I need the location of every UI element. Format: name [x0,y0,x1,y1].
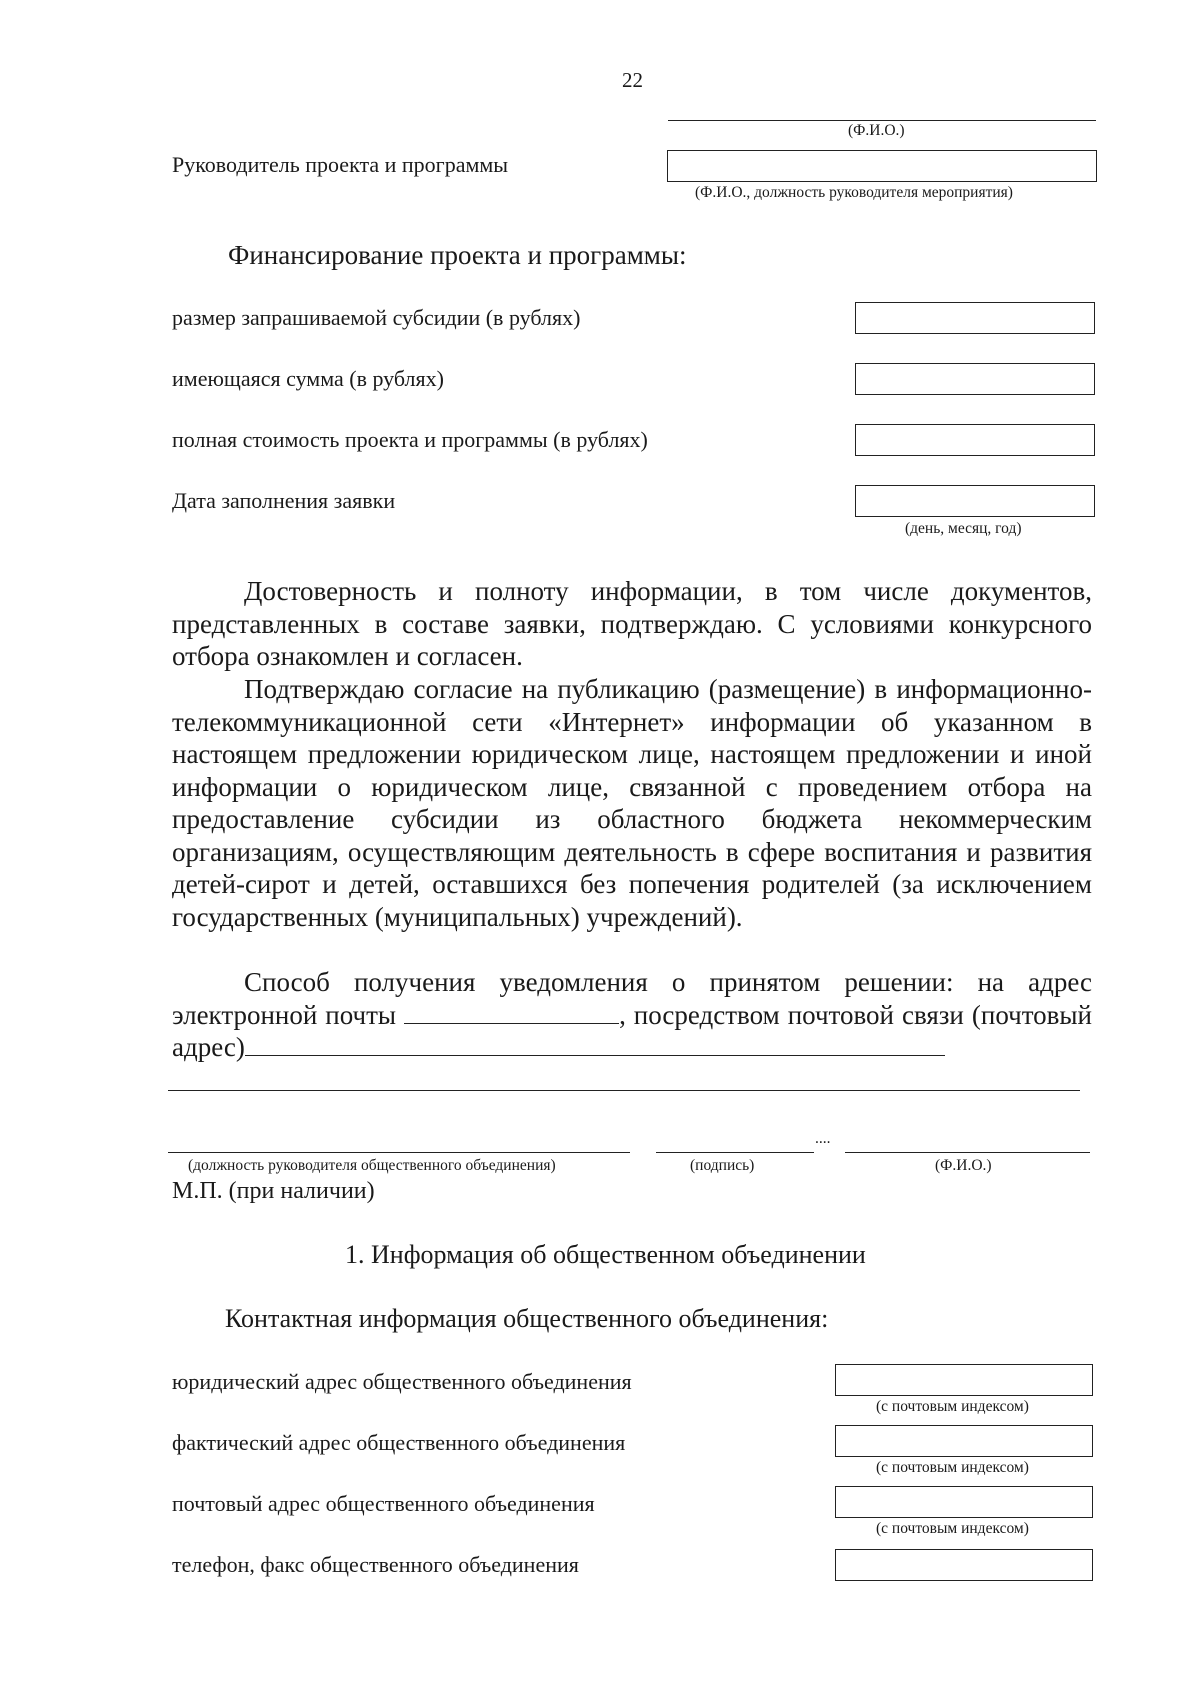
phone-fax-field[interactable] [835,1549,1093,1581]
total-cost-label: полная стоимость проекта и программы (в рублях) [172,427,648,452]
notification-text [172,966,1092,1064]
available-sum-label: имеющаяся сумма (в рублях) [172,366,444,391]
leader-caption: (Ф.И.О., должность руководителя мероприятия) [695,184,1013,201]
application-date-label: Дата заполнения заявки [172,488,396,513]
fio-sign-caption: (Ф.И.О.) [935,1157,992,1174]
legal-address-field[interactable] [835,1364,1093,1396]
notification-text-b: , посредством почтовой связи (почтовый адрес) [172,999,1092,1062]
position-sign-line[interactable] [168,1152,630,1153]
application-date-field[interactable] [855,485,1095,517]
notification-text-a: Способ получения уведомления о принятом решении: на адрес электронной почты [172,967,1092,1030]
available-sum-field[interactable] [855,363,1095,395]
fio-line [668,120,1096,121]
postal-address-label: почтовый адрес общественного объединения [172,1491,595,1516]
fio-sign-line[interactable] [845,1152,1090,1153]
date-caption: (день, месяц, год) [905,520,1022,537]
actual-address-label: фактический адрес общественного объединения [172,1430,626,1455]
email-blank[interactable] [404,999,619,1024]
legal-address-label: юридический адрес общественного объединения [172,1369,632,1394]
postal-address-field[interactable] [835,1486,1093,1518]
postal-address-blank[interactable] [245,1031,945,1056]
subsidy-requested-label: размер запрашиваемой субсидии (в рублях) [172,305,581,330]
phone-fax-label: телефон, факс общественного объединения [172,1552,579,1577]
total-cost-field[interactable] [855,424,1095,456]
consent-text: Подтверждаю согласие на публикацию (размещение) в информационно-телекоммуникационной сети «Интернет» информации об указанном в настоящем предложении юридическом лице, настоящем предложении и иной информации о юридическом лице, связанной с проведением отбора на предоставление субсидии из областного бюджета некоммерческим организациям, осуществляющим деятельность в сфере воспитания и развития детей-сирот и детей, оставшихся без попечения родителей (за исключением государственных (муниципальных) учреждений). [172,674,1092,932]
leader-field[interactable] [667,150,1097,182]
legal-address-caption: (с почтовым индексом) [876,1398,1029,1415]
signature-dots: .... [815,1130,831,1147]
confirmation-paragraph [172,575,1092,673]
fio-caption: (Ф.И.О.) [848,122,905,139]
stamp-note: М.П. (при наличии) [172,1178,375,1204]
confirmation-text: Достоверность и полноту информации, в том числе документов, представленных в составе заявки, подтверждаю. С условиями конкурсного отбора ознакомлен и согласен. [172,576,1092,671]
notification-paragraph [172,966,1092,1064]
actual-address-caption: (с почтовым индексом) [876,1459,1029,1476]
signature-caption: (подпись) [690,1157,755,1174]
page-number: 22 [622,68,643,92]
financing-title: Финансирование проекта и программы: [228,240,687,270]
actual-address-field[interactable] [835,1425,1093,1457]
position-caption: (должность руководителя общественного объединения) [188,1157,556,1174]
leader-label: Руководитель проекта и программы [172,152,509,177]
postal-address-extra-line [168,1090,1080,1091]
section-1-subtitle: Контактная информация общественного объединения: [225,1304,829,1333]
signature-sign-line[interactable] [656,1152,814,1153]
postal-address-caption: (с почтовым индексом) [876,1520,1029,1537]
consent-paragraph [172,673,1092,933]
subsidy-requested-field[interactable] [855,302,1095,334]
section-1-title: 1. Информация об общественном объединении [345,1240,866,1269]
